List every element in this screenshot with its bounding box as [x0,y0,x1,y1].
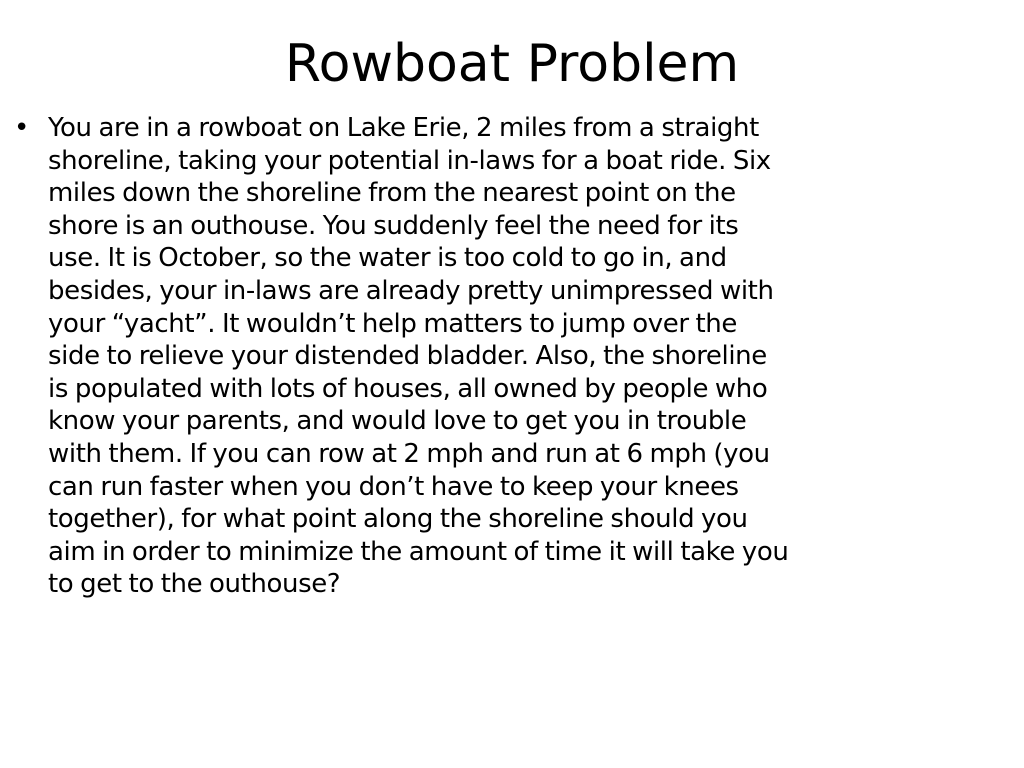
text-line: side to relieve your distended bladder. Also, the shoreline [48,341,767,372]
bullet-marker: • [14,113,30,143]
text-line: can run faster when you don’t have to keep your knees [48,471,739,502]
text-line: besides, your in-laws are already pretty unimpressed with [48,275,774,306]
bullet-text [48,112,1004,601]
text-line: miles down the shoreline from the nearest point on the [48,178,736,209]
text-line: aim in order to minimize the amount of time it will take you [48,536,789,567]
slide-title: Rowboat Problem [284,34,740,94]
text-line: know your parents, and would love to get you in trouble [48,406,747,437]
text-line: with them. If you can row at 2 mph and run at 6 mph (you [48,438,770,469]
text-line: shore is an outhouse. You suddenly feel the need for its [48,210,739,241]
text-line: together), for what point along the shoreline should you [48,504,748,535]
text-line: to get to the outhouse? [48,569,341,600]
text-line: your “yacht”. It wouldn’t help matters to jump over the [48,308,737,339]
text-line: use. It is October, so the water is too cold to go in, and [48,243,727,274]
text-line: You are in a rowboat on Lake Erie, 2 miles from a straight [48,113,759,143]
bullet-item [14,112,1004,601]
text-line: shoreline, taking your potential in-laws for a boat ride. Six [48,145,771,176]
text-line: is populated with lots of houses, all owned by people who [48,373,768,404]
slide-body [14,112,1004,601]
